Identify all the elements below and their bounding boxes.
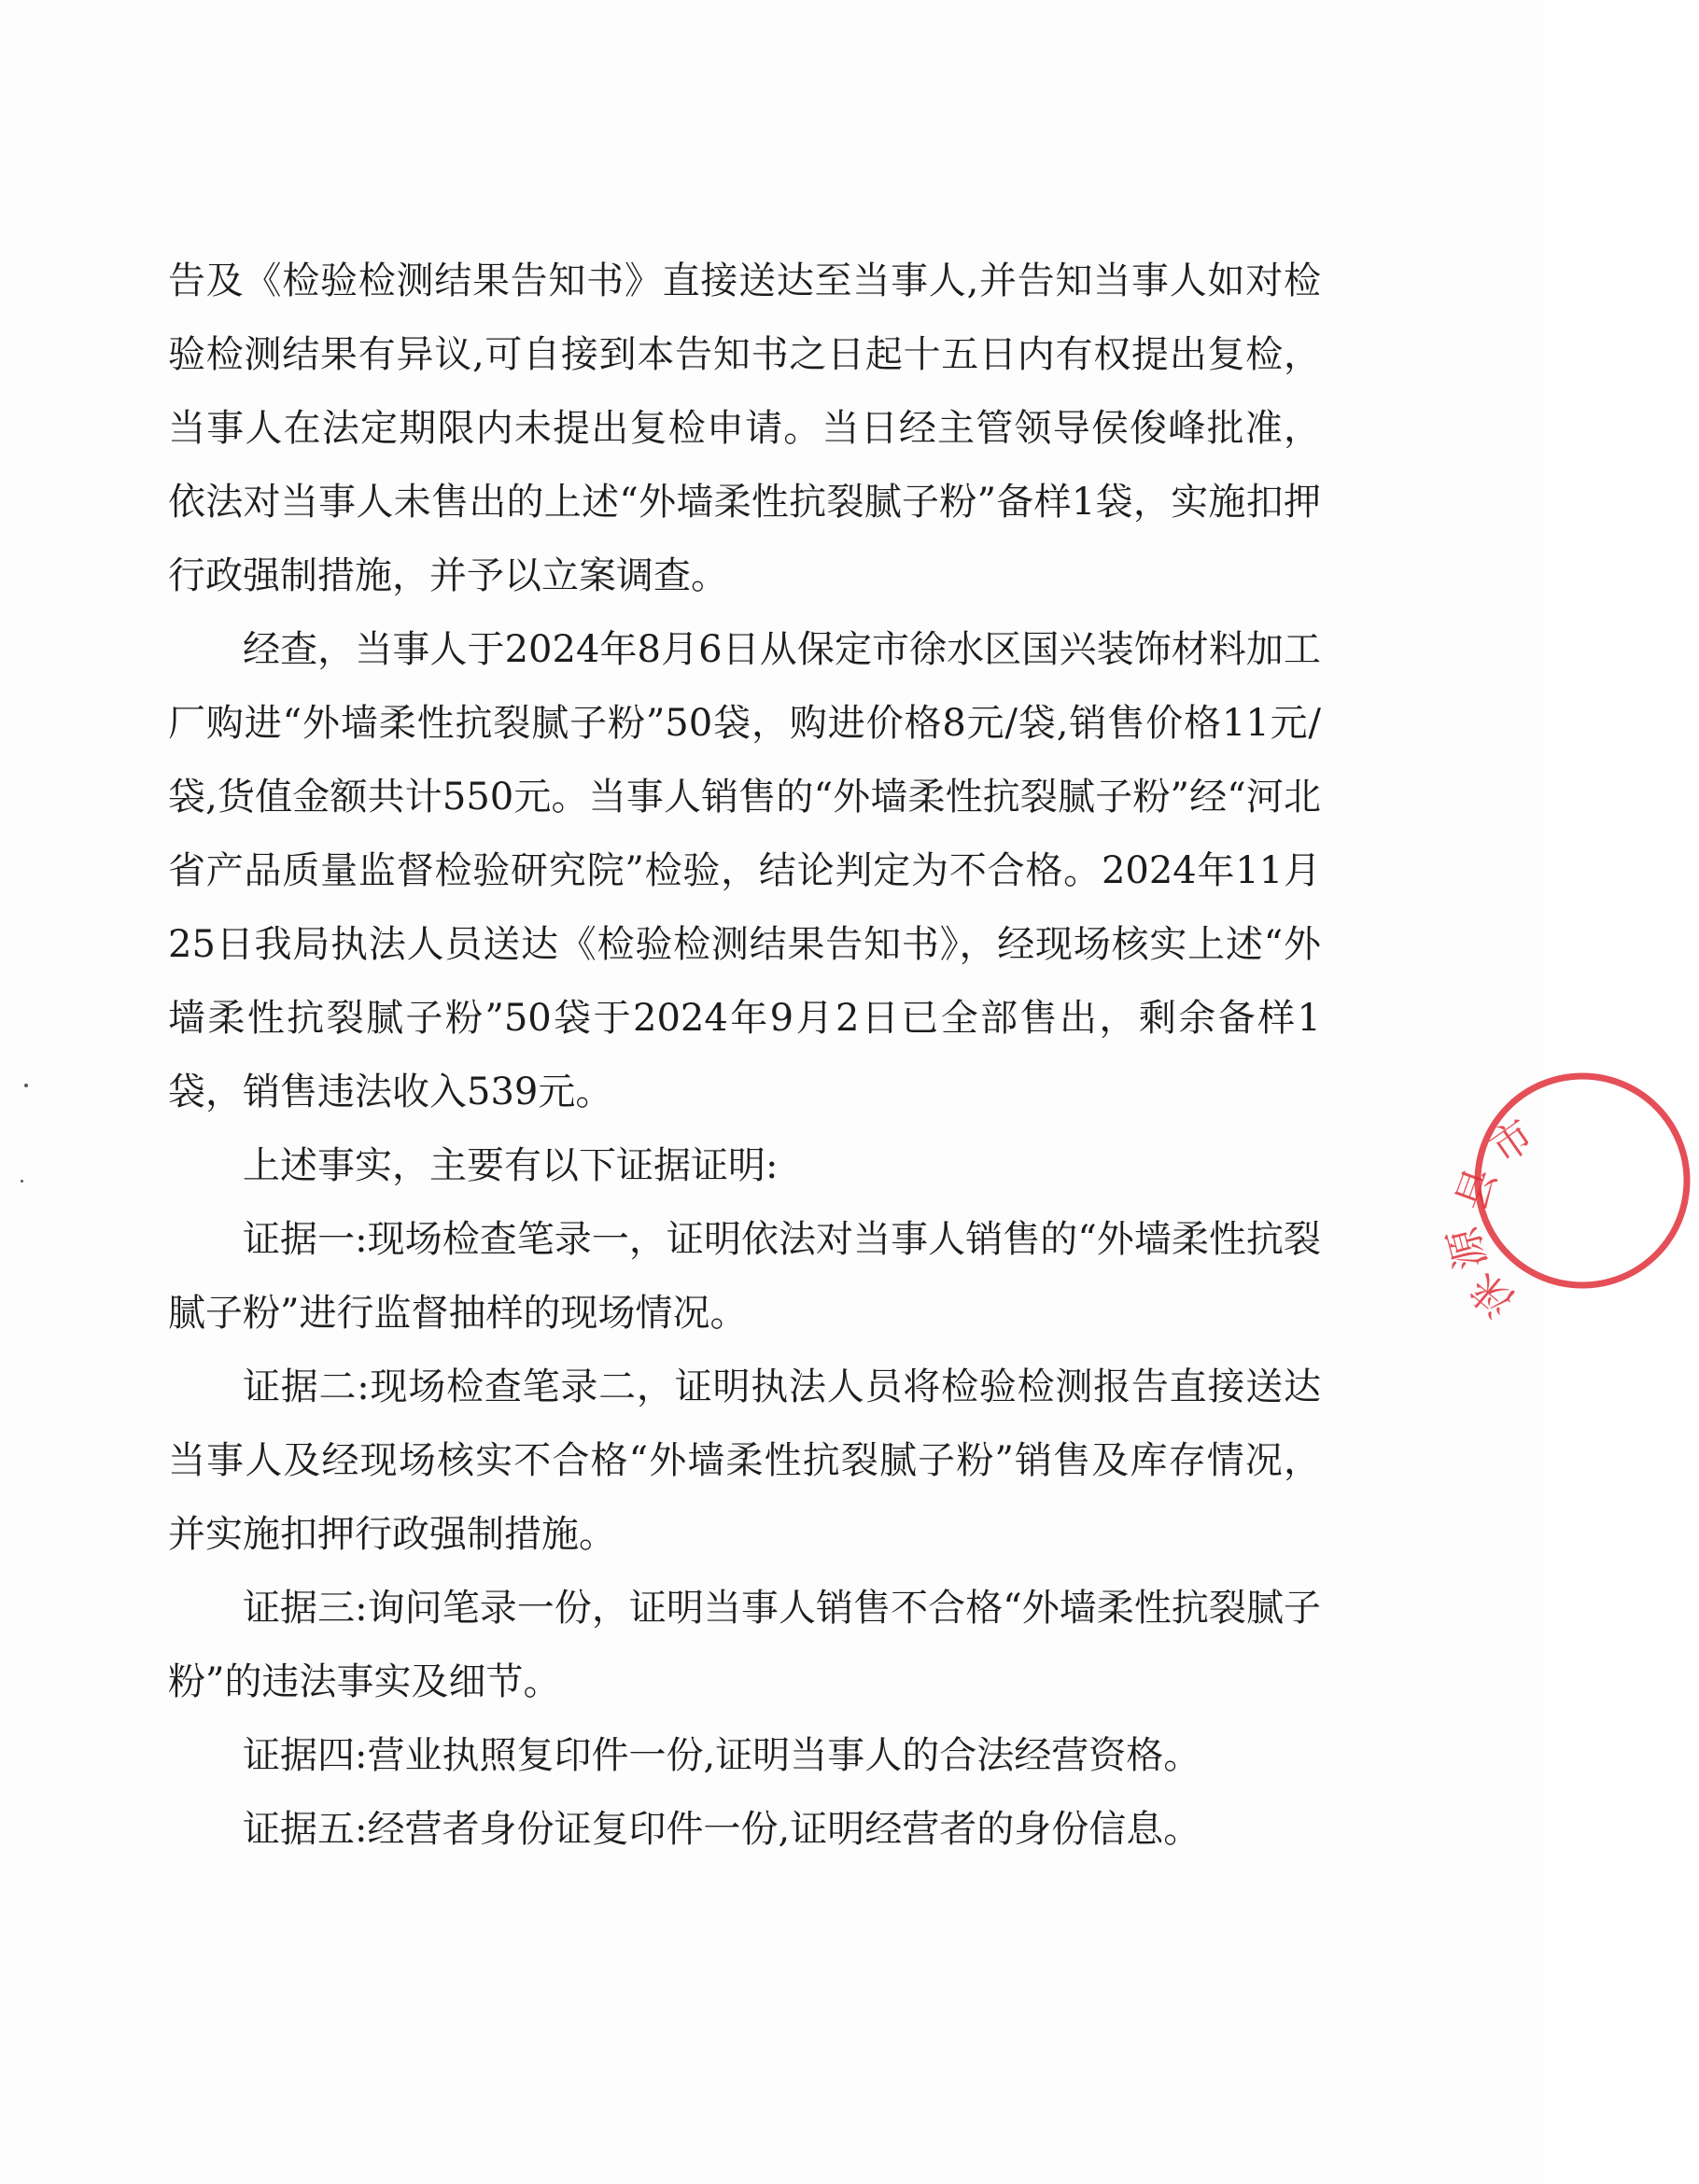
scan-speck [24,1084,28,1087]
paragraph-continuation: 告及《检验检测结果告知书》直接送达至当事人,并告知当事人如对检验检测结果有异议,可自接到本告知书之日起十五日内有权提出复检，当事人在法定期限内未提出复检申请。当日经主管领导侯俊峰批准，依法对当事人未售出的上述“外墙柔性抗裂腻子粉”备样1袋，实施扣押行政强制措施，并予以立案调查。 [168,259,1321,597]
paragraph-evidence-1: 证据一:现场检查笔录一，证明依法对当事人销售的“外墙柔性抗裂腻子粉”进行监督抽样的现场情况。 [168,1218,1321,1335]
paragraph-investigation: 经查，当事人于2024年8月6日从保定市徐水区国兴装饰材料加工厂购进“外墙柔性抗裂腻子粉”50袋，购进价格8元/袋,销售价格11元/袋,货值金额共计550元。当事人销售的“外墙柔性抗裂腻子粉”经“河北省产品质量监督检验研究院”检验，结论判定为不合格。2024年11月25日我局执法人员送达《检验检测结果告知书》，经现场核实上述“外墙柔性抗裂腻子粉”50袋于2024年9月2日已全部售出，剩余备样1袋，销售违法收入539元。 [168,628,1321,1113]
svg-text:源: 源 [1439,1222,1496,1275]
document-body [168,245,1321,1867]
scan-speck [21,1180,23,1183]
svg-text:涞: 涞 [1461,1263,1524,1326]
svg-text:县: 县 [1447,1161,1507,1217]
paragraph-evidence-4: 证据四:营业执照复印件一份,证明当事人的合法经营资格。 [243,1734,1201,1777]
paragraph-evidence-2: 证据二:现场检查笔录二，证明执法人员将检验检测报告直接送达当事人及经现场核实不合格“外墙柔性抗裂腻子粉”销售及库存情况，并实施扣押行政强制措施。 [168,1365,1321,1556]
svg-text:市: 市 [1481,1110,1543,1174]
paragraph-evidence-3: 证据三:询问笔录一份，证明当事人销售不合格“外墙柔性抗裂腻子粉”的违法事实及细节。 [168,1587,1321,1703]
official-seal [1439,1064,1699,1326]
paragraph-evidence-5: 证据五:经营者身份证复印件一份,证明经营者的身份信息。 [243,1808,1201,1851]
paragraph-evidence-intro: 上述事实，主要有以下证据证明: [243,1144,779,1187]
